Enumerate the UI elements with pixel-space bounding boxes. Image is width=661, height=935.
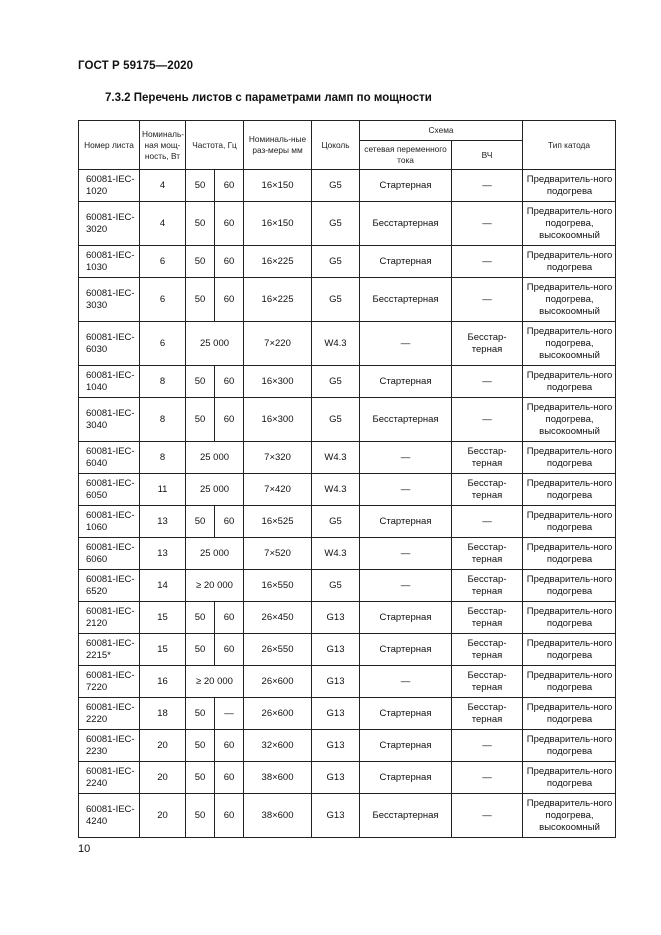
cell-scheme-mains: Стартерная (360, 246, 452, 278)
cell-size: 38×600 (244, 762, 312, 794)
cell-size: 16×300 (244, 398, 312, 442)
header-size: Номиналь-ные раз-меры мм (244, 121, 312, 170)
cell-power: 6 (140, 322, 186, 366)
cell-scheme-hf: — (452, 398, 523, 442)
cell-scheme-hf: Бесстар-терная (452, 322, 523, 366)
cell-base: G13 (312, 602, 360, 634)
cell-cathode: Предваритель-ного подогрева (523, 170, 616, 202)
table-row (79, 794, 616, 838)
cell-base: G13 (312, 666, 360, 698)
cell-base: W4.3 (312, 474, 360, 506)
table-row (79, 170, 616, 202)
cell-scheme-mains: Бесстартерная (360, 202, 452, 246)
cell-scheme-mains: — (360, 538, 452, 570)
cell-frequency-1: 50 (186, 634, 215, 666)
cell-base: W4.3 (312, 442, 360, 474)
cell-frequency-1: 50 (186, 698, 215, 730)
cell-base: G5 (312, 278, 360, 322)
cell-power: 13 (140, 538, 186, 570)
header-number: Номер листа (79, 121, 140, 170)
table-row (79, 730, 616, 762)
cell-size: 16×150 (244, 170, 312, 202)
cell-cathode: Предваритель-ного подогрева (523, 634, 616, 666)
cell-frequency: 25 000 (186, 322, 244, 366)
cell-number: 60081-IEC-3040 (79, 398, 140, 442)
cell-base: W4.3 (312, 538, 360, 570)
cell-scheme-hf: Бесстар-терная (452, 538, 523, 570)
cell-frequency-1: 50 (186, 730, 215, 762)
cell-scheme-mains: Стартерная (360, 366, 452, 398)
cell-number: 60081-IEC-3020 (79, 202, 140, 246)
cell-size: 38×600 (244, 794, 312, 838)
cell-number: 60081-IEC-1020 (79, 170, 140, 202)
table-body (79, 170, 616, 838)
cell-scheme-mains: Стартерная (360, 730, 452, 762)
cell-cathode: Предваритель-ного подогрева, высокоомный (523, 398, 616, 442)
cell-frequency: 25 000 (186, 538, 244, 570)
cell-power: 6 (140, 278, 186, 322)
cell-number: 60081-IEC-2230 (79, 730, 140, 762)
cell-number: 60081-IEC-6040 (79, 442, 140, 474)
cell-power: 4 (140, 170, 186, 202)
cell-base: G5 (312, 246, 360, 278)
header-base: Цоколь (312, 121, 360, 170)
cell-frequency-2: 60 (215, 730, 244, 762)
cell-frequency-1: 50 (186, 506, 215, 538)
cell-power: 8 (140, 398, 186, 442)
cell-base: G5 (312, 506, 360, 538)
cell-number: 60081-IEC-2220 (79, 698, 140, 730)
cell-power: 20 (140, 794, 186, 838)
page-number: 10 (78, 843, 91, 855)
table-row (79, 666, 616, 698)
cell-size: 16×550 (244, 570, 312, 602)
cell-size: 26×450 (244, 602, 312, 634)
cell-frequency-2: 60 (215, 602, 244, 634)
cell-frequency-2: 60 (215, 506, 244, 538)
table-row (79, 634, 616, 666)
cell-size: 16×300 (244, 366, 312, 398)
cell-size: 32×600 (244, 730, 312, 762)
document-id: ГОСТ Р 59175—2020 (78, 60, 194, 72)
header-scheme-mains: сетевая переменного тока (360, 141, 452, 170)
cell-base: W4.3 (312, 322, 360, 366)
table-row (79, 538, 616, 570)
cell-scheme-hf: — (452, 202, 523, 246)
cell-scheme-mains: Бесстартерная (360, 794, 452, 838)
cell-power: 20 (140, 762, 186, 794)
header-scheme-hf: ВЧ (452, 141, 523, 170)
cell-cathode: Предваритель-ного подогрева (523, 602, 616, 634)
cell-number: 60081-IEC-6030 (79, 322, 140, 366)
cell-scheme-hf: Бесстар-терная (452, 634, 523, 666)
cell-scheme-mains: — (360, 666, 452, 698)
cell-frequency-1: 50 (186, 170, 215, 202)
cell-frequency-1: 50 (186, 366, 215, 398)
cell-size: 16×150 (244, 202, 312, 246)
header-frequency: Частота, Гц (186, 121, 244, 170)
cell-cathode: Предваритель-ного подогрева (523, 506, 616, 538)
table-row (79, 202, 616, 246)
cell-frequency-1: 50 (186, 202, 215, 246)
table-row (79, 762, 616, 794)
cell-cathode: Предваритель-ного подогрева, высокоомный (523, 202, 616, 246)
cell-frequency: ≥ 20 000 (186, 570, 244, 602)
cell-size: 26×550 (244, 634, 312, 666)
cell-cathode: Предваритель-ного подогрева (523, 538, 616, 570)
table-row (79, 366, 616, 398)
cell-power: 16 (140, 666, 186, 698)
cell-frequency-1: 50 (186, 398, 215, 442)
cell-scheme-hf: — (452, 762, 523, 794)
cell-frequency-2: 60 (215, 634, 244, 666)
cell-number: 60081-IEC-1030 (79, 246, 140, 278)
cell-size: 26×600 (244, 666, 312, 698)
cell-scheme-hf: Бесстар-терная (452, 602, 523, 634)
cell-frequency-2: 60 (215, 398, 244, 442)
cell-cathode: Предваритель-ного подогрева (523, 762, 616, 794)
cell-size: 7×220 (244, 322, 312, 366)
cell-cathode: Предваритель-ного подогрева, высокоомный (523, 322, 616, 366)
cell-base: G5 (312, 398, 360, 442)
cell-frequency-2: 60 (215, 246, 244, 278)
cell-size: 7×320 (244, 442, 312, 474)
header-cathode: Тип катода (523, 121, 616, 170)
cell-scheme-hf: — (452, 506, 523, 538)
cell-scheme-mains: Стартерная (360, 506, 452, 538)
cell-power: 6 (140, 246, 186, 278)
cell-cathode: Предваритель-ного подогрева (523, 246, 616, 278)
header-power: Номиналь-ная мощ-ность, Вт (140, 121, 186, 170)
cell-cathode: Предваритель-ного подогрева (523, 570, 616, 602)
table-row (79, 474, 616, 506)
cell-scheme-hf: Бесстар-терная (452, 666, 523, 698)
cell-scheme-hf: — (452, 170, 523, 202)
cell-power: 4 (140, 202, 186, 246)
cell-number: 60081-IEC-1060 (79, 506, 140, 538)
cell-frequency: 25 000 (186, 442, 244, 474)
cell-frequency-2: 60 (215, 794, 244, 838)
cell-frequency-1: 50 (186, 246, 215, 278)
cell-size: 7×520 (244, 538, 312, 570)
cell-scheme-mains: Бесстартерная (360, 278, 452, 322)
cell-number: 60081-IEC-1040 (79, 366, 140, 398)
cell-size: 16×225 (244, 246, 312, 278)
table-row (79, 698, 616, 730)
cell-power: 13 (140, 506, 186, 538)
cell-scheme-hf: Бесстар-терная (452, 570, 523, 602)
table-row (79, 322, 616, 366)
cell-scheme-hf: Бесстар-терная (452, 698, 523, 730)
cell-scheme-mains: Стартерная (360, 170, 452, 202)
cell-cathode: Предваритель-ного подогрева (523, 698, 616, 730)
cell-scheme-mains: — (360, 322, 452, 366)
cell-power: 15 (140, 634, 186, 666)
cell-frequency-1: 50 (186, 278, 215, 322)
cell-power: 14 (140, 570, 186, 602)
cell-frequency-1: 50 (186, 762, 215, 794)
cell-base: G5 (312, 170, 360, 202)
cell-number: 60081-IEC-6050 (79, 474, 140, 506)
cell-scheme-hf: — (452, 278, 523, 322)
cell-base: G13 (312, 730, 360, 762)
cell-size: 7×420 (244, 474, 312, 506)
cell-base: G13 (312, 762, 360, 794)
cell-number: 60081-IEC-2240 (79, 762, 140, 794)
cell-number: 60081-IEC-7220 (79, 666, 140, 698)
cell-frequency-2: 60 (215, 170, 244, 202)
table-row (79, 246, 616, 278)
cell-base: G5 (312, 570, 360, 602)
cell-scheme-hf: Бесстар-терная (452, 442, 523, 474)
cell-scheme-mains: — (360, 442, 452, 474)
cell-power: 8 (140, 442, 186, 474)
cell-cathode: Предваритель-ного подогрева (523, 442, 616, 474)
cell-frequency-2: 60 (215, 278, 244, 322)
cell-frequency: ≥ 20 000 (186, 666, 244, 698)
cell-cathode: Предваритель-ного подогрева (523, 666, 616, 698)
cell-base: G5 (312, 202, 360, 246)
cell-power: 20 (140, 730, 186, 762)
lamp-parameters-table (78, 120, 616, 838)
cell-scheme-mains: — (360, 474, 452, 506)
table-row (79, 442, 616, 474)
cell-scheme-hf: Бесстар-терная (452, 474, 523, 506)
cell-frequency-2: 60 (215, 366, 244, 398)
cell-number: 60081-IEC-4240 (79, 794, 140, 838)
cell-scheme-mains: Стартерная (360, 762, 452, 794)
cell-cathode: Предваритель-ного подогрева (523, 474, 616, 506)
cell-scheme-hf: — (452, 794, 523, 838)
cell-scheme-mains: Стартерная (360, 634, 452, 666)
section-title: 7.3.2 Перечень листов с параметрами ламп по мощности (105, 92, 432, 104)
cell-scheme-hf: — (452, 366, 523, 398)
cell-scheme-mains: — (360, 570, 452, 602)
cell-frequency-1: 50 (186, 794, 215, 838)
cell-frequency-1: 50 (186, 602, 215, 634)
cell-scheme-mains: Стартерная (360, 698, 452, 730)
cell-power: 8 (140, 366, 186, 398)
cell-base: G13 (312, 698, 360, 730)
cell-cathode: Предваритель-ного подогрева, высокоомный (523, 278, 616, 322)
table-row (79, 278, 616, 322)
cell-number: 60081-IEC-6520 (79, 570, 140, 602)
cell-size: 26×600 (244, 698, 312, 730)
cell-frequency-2: 60 (215, 202, 244, 246)
table-row (79, 398, 616, 442)
cell-power: 11 (140, 474, 186, 506)
cell-number: 60081-IEC-6060 (79, 538, 140, 570)
cell-scheme-hf: — (452, 246, 523, 278)
cell-cathode: Предваритель-ного подогрева (523, 730, 616, 762)
table-row (79, 602, 616, 634)
cell-number: 60081-IEC-3030 (79, 278, 140, 322)
cell-number: 60081-IEC-2120 (79, 602, 140, 634)
header-scheme: Схема (360, 121, 523, 141)
cell-base: G5 (312, 366, 360, 398)
cell-scheme-mains: Бесстартерная (360, 398, 452, 442)
cell-frequency-2: 60 (215, 762, 244, 794)
cell-size: 16×225 (244, 278, 312, 322)
cell-power: 18 (140, 698, 186, 730)
cell-scheme-hf: — (452, 730, 523, 762)
cell-scheme-mains: Стартерная (360, 602, 452, 634)
cell-frequency: 25 000 (186, 474, 244, 506)
table-row (79, 506, 616, 538)
cell-cathode: Предваритель-ного подогрева, высокоомный (523, 794, 616, 838)
cell-base: G13 (312, 634, 360, 666)
table-row (79, 570, 616, 602)
cell-number: 60081-IEC-2215* (79, 634, 140, 666)
cell-cathode: Предваритель-ного подогрева (523, 366, 616, 398)
cell-base: G13 (312, 794, 360, 838)
cell-size: 16×525 (244, 506, 312, 538)
cell-frequency-2: — (215, 698, 244, 730)
cell-power: 15 (140, 602, 186, 634)
